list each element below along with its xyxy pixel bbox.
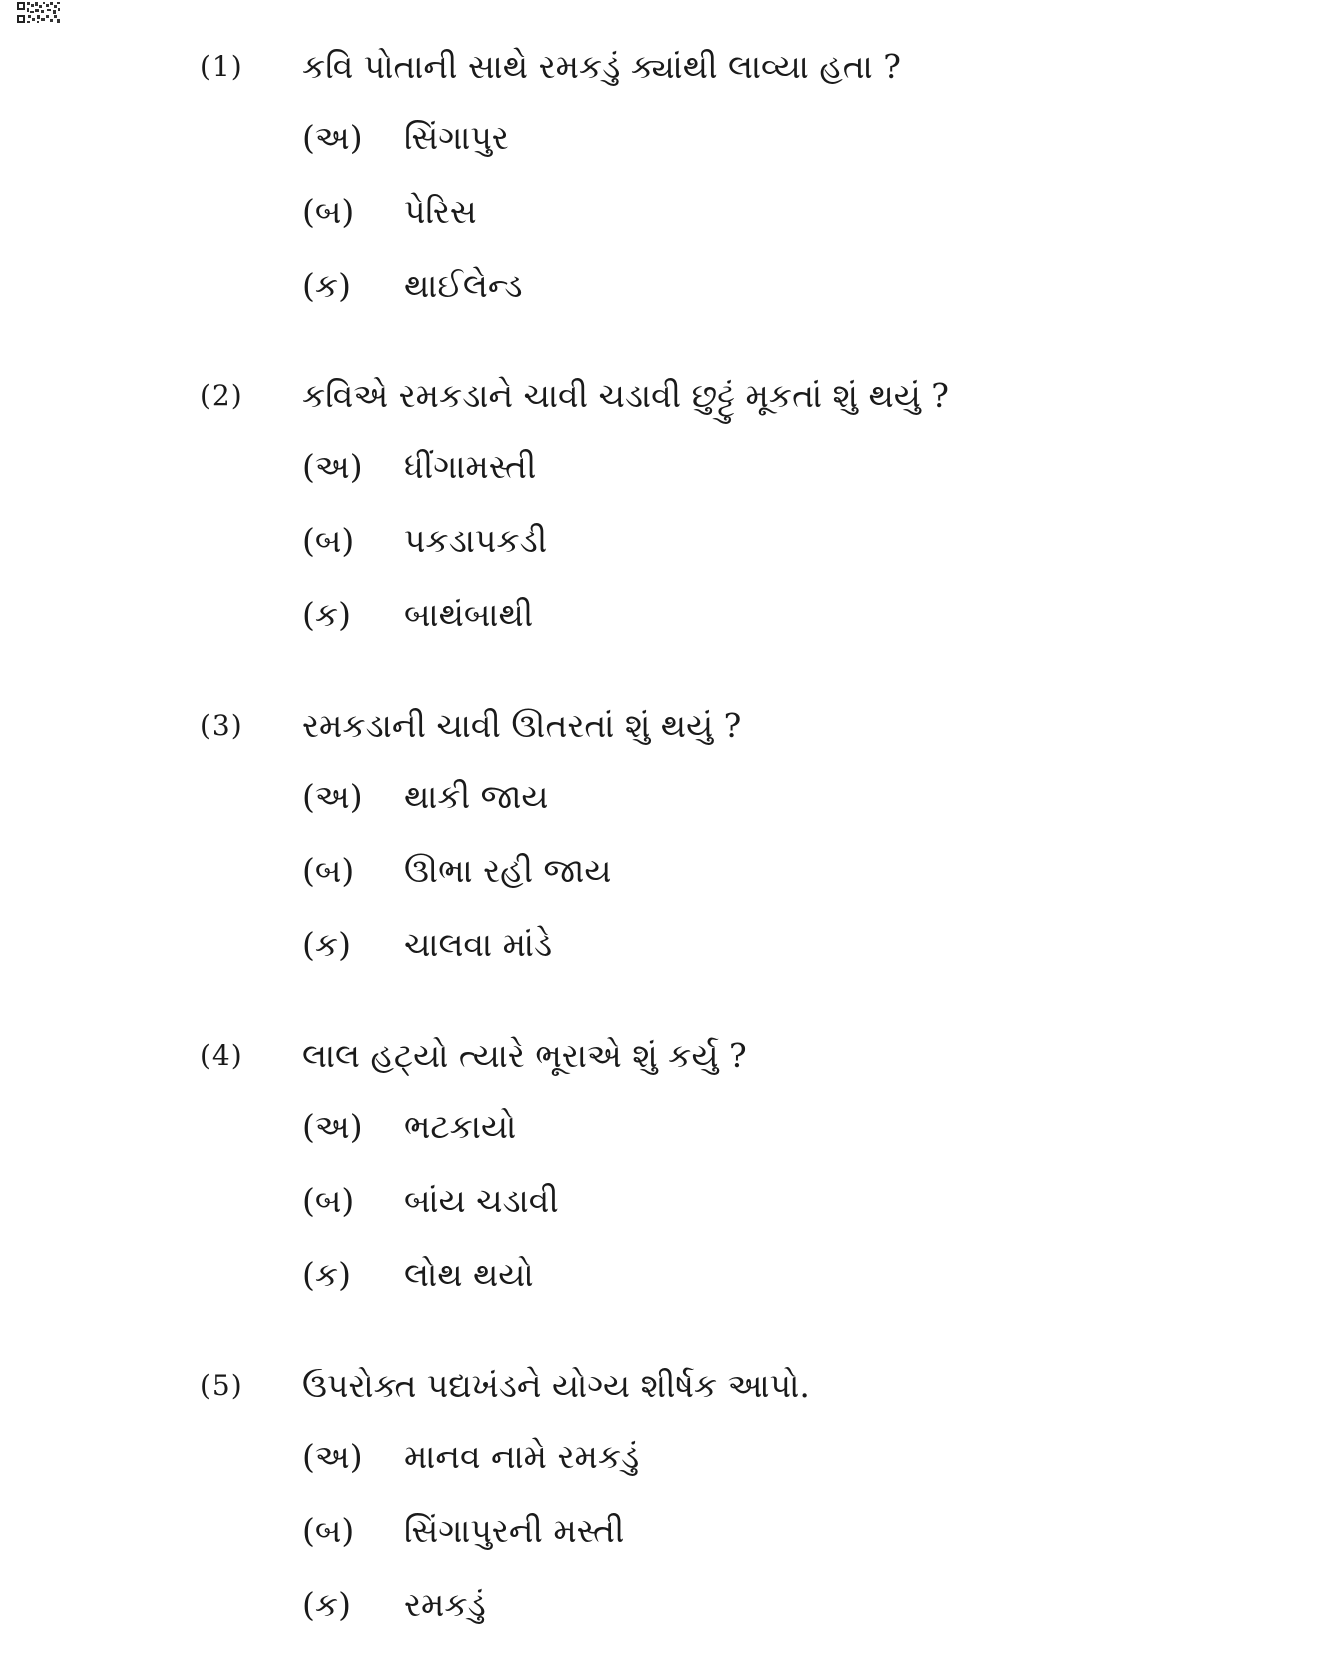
option-label: (ક) [302,266,352,305]
option-text: સિંગાપુર [404,118,509,157]
option-text: લોથ થયો [404,1255,534,1294]
option-label: (બ) [302,1511,355,1550]
question-number: (3) [200,709,243,742]
option-text: પકડાપકડી [404,521,548,560]
option-text: રમકડું [404,1585,486,1624]
option-text: બાથંબાથી [404,595,534,634]
option-label: (બ) [302,521,355,560]
option-label: (બ) [302,851,355,890]
option-label: (ક) [302,1585,352,1624]
option-text: થાઈલેન્ડ [404,266,523,305]
option-5-a [302,1434,1202,1480]
option-label: (બ) [302,192,355,231]
option-text: સિંગાપુરની મસ્તી [404,1511,625,1550]
question-text: રમકડાની ચાવી ઊતરતાં શું થયું ? [302,706,742,745]
option-4-a [302,1104,1202,1150]
option-text: બાંય ચડાવી [404,1181,559,1220]
option-text: ભટકાયો [404,1107,517,1146]
option-label: (બ) [302,1181,355,1220]
option-4-c [302,1252,1202,1298]
option-text: પેરિસ [404,192,477,231]
option-text: ઊભા રહી જાય [404,851,612,890]
option-3-b [302,848,1202,894]
question-text: કવિએ રમકડાને ચાવી ચડાવી છુટ્ટું મૂકતાં શું થયું ? [302,376,950,415]
option-label: (ક) [302,1255,352,1294]
option-3-a [302,774,1202,820]
option-5-c [302,1582,1202,1628]
question-number: (1) [200,50,243,83]
option-label: (અ) [302,1437,363,1476]
option-text: ધીંગામસ્તી [404,447,537,486]
option-5-b [302,1508,1202,1554]
option-label: (અ) [302,777,363,816]
option-label: (અ) [302,118,363,157]
option-text: થાકી જાય [404,777,549,816]
option-3-c [302,922,1202,968]
option-2-c [302,592,1202,638]
option-2-a [302,444,1202,490]
option-label: (ક) [302,595,352,634]
question-text: લાલ હટ્યો ત્યારે ભૂરાએ શું કર્યુ ? [302,1036,747,1075]
option-4-b [302,1178,1202,1224]
option-text: ચાલવા માંડે [404,925,553,964]
option-label: (ક) [302,925,352,964]
qr-code-icon [17,2,61,24]
question-number: (2) [200,379,243,412]
option-1-c [302,263,1202,309]
option-label: (અ) [302,1107,363,1146]
option-1-a [302,115,1202,161]
option-1-b [302,189,1202,235]
question-number: (5) [200,1369,243,1402]
option-2-b [302,518,1202,564]
question-text: ઉપરોક્ત પદ્યખંડને યોગ્ય શીર્ષક આપો. [302,1366,810,1405]
question-number: (4) [200,1039,243,1072]
option-label: (અ) [302,447,363,486]
option-text: માનવ નામે રમકડું [404,1437,640,1476]
question-text: કવિ પોતાની સાથે રમકડું ક્યાંથી લાવ્યા હતા ? [302,47,901,86]
